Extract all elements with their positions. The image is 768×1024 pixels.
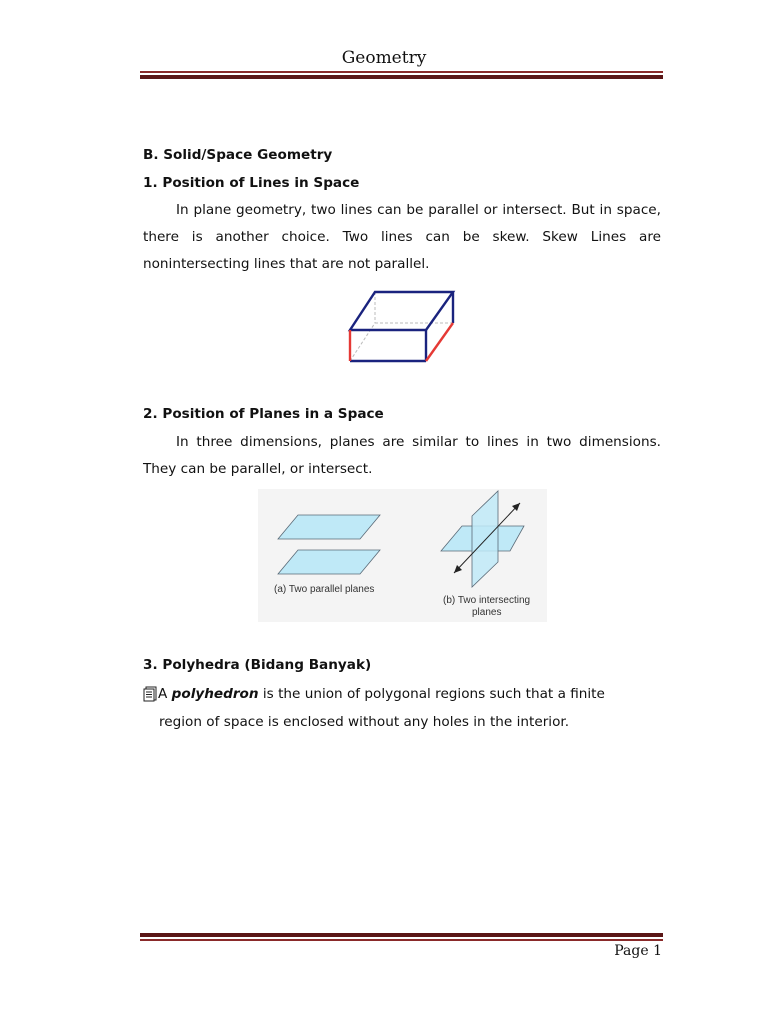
- section-3-heading: 3. Polyhedra (Bidang Banyak): [143, 657, 372, 673]
- intersecting-plane-vertical: [472, 491, 498, 587]
- caption-intersecting-planes-line1: (b) Two intersecting: [443, 595, 531, 606]
- caption-intersecting-planes-line2: planes: [472, 607, 502, 618]
- skew-lines-box-figure: [345, 285, 460, 367]
- section-2-paragraph: [143, 429, 661, 483]
- polyhedron-term: polyhedron: [171, 686, 259, 702]
- section-2-heading: 2. Position of Planes in a Space: [143, 406, 384, 422]
- box-skew-edge-right: [426, 323, 453, 361]
- section-1-heading: 1. Position of Lines in Space: [143, 175, 360, 191]
- page-header-title: Geometry: [341, 48, 427, 68]
- bullet-rest-line2: region of space is enclosed without any holes in the interior.: [159, 714, 570, 730]
- page-number: Page 1: [614, 943, 662, 959]
- parallel-plane-top: [278, 515, 380, 539]
- header-rule: [140, 71, 663, 79]
- footer-rule: [140, 933, 663, 941]
- section-2-paragraph-text: In three dimensions, planes are similar to lines in two dimensions. They can be parallel, or intersect.: [143, 434, 661, 477]
- section-1-paragraph-text: In plane geometry, two lines can be parallel or intersect. But in space, there is another choice. Two lines can be skew. Skew Lines are nonintersecting lines that are not parallel.: [143, 202, 661, 272]
- parallel-plane-bottom: [278, 550, 380, 574]
- planes-figure: [258, 489, 547, 622]
- caption-parallel-planes: (a) Two parallel planes: [274, 584, 375, 595]
- bullet-rest-line1: is the union of polygonal regions such that a finite: [258, 686, 605, 702]
- document-bullet-icon: [143, 686, 157, 702]
- polyhedron-definition: [143, 680, 661, 736]
- section-1-paragraph: [143, 197, 661, 278]
- section-b-heading: B. Solid/Space Geometry: [143, 147, 333, 163]
- box-hidden-edge: [350, 323, 375, 361]
- bullet-prefix: A: [158, 686, 172, 702]
- box-top-face: [350, 292, 453, 330]
